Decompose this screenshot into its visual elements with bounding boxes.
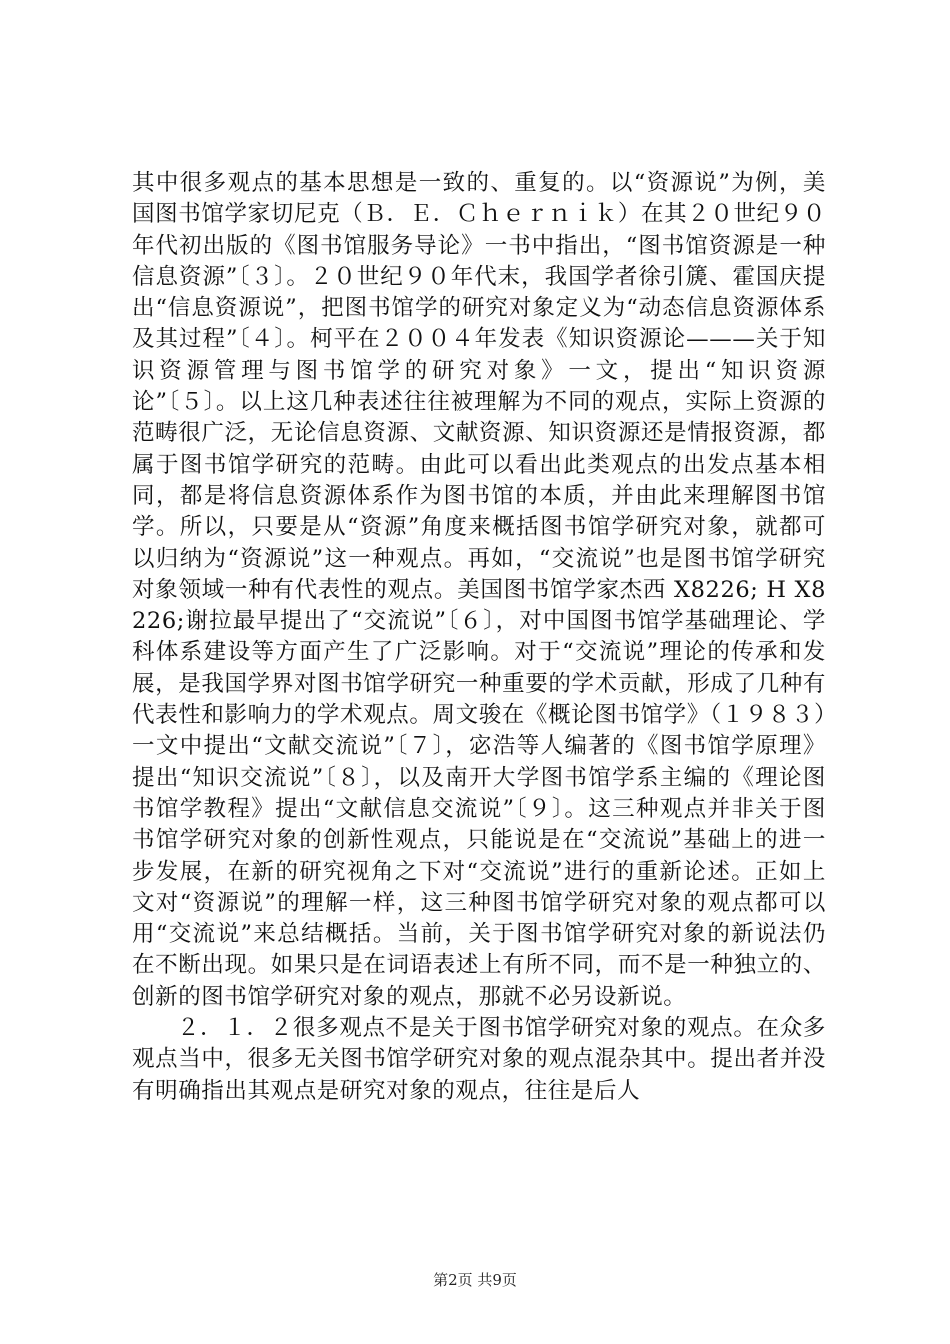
body-text [132,168,826,1107]
page-number-footer: 第2页 共9页 [433,1271,517,1289]
paragraph-main: 其中很多观点的基本思想是一致的、重复的。以“资源说”为例，美国图书馆学家切尼克（Ｂ．Ｅ．Ｃｈｅｒｎｉｋ）在其２０世纪９０年代初出版的《图书馆服务导论》一书中指出，“图书馆资源是一种信息资源”〔３〕。２０世纪９０年代末，我国学者徐引篪、霍国庆提出“信息资源说”，把图书馆学的研究对象定义为“动态信息资源体系及其过程”〔４〕。柯平在２００４年发表《知识资源论———关于知识资源管理与图书馆学的研究对象》一文，提出“知识资源论”〔５〕。以上这几种表述往往被理解为不同的观点，实际上资源的范畴很广泛，无论信息资源、文献资源、知识资源还是情报资源，都属于图书馆学研究的范畴。由此可以看出此类观点的出发点基本相同，都是将信息资源体系作为图书馆的本质，并由此来理解图书馆学。所以，只要是从“资源”角度来概括图书馆学研究对象，就都可以归纳为“资源说”这一种观点。再如，“交流说”也是图书馆学研究对象领域一种有代表性的观点。美国图书馆学家杰西 X8226; H X8226;谢拉最早提出了“交流说”〔６〕，对中国图书馆学基础理论、学科体系建设等方面产生了广泛影响。对于“交流说”理论的传承和发展，是我国学界对图书馆学研究一种重要的学术贡献，形成了几种有代表性和影响力的学术观点。周文骏在《概论图书馆学》（１９８３）一文中提出“文献交流说”〔７〕，宓浩等人编著的《图书馆学原理》提出“知识交流说”〔８〕，以及南开大学图书馆学系主编的《理论图书馆学教程》提出“文献信息交流说”〔９〕。这三种观点并非关于图书馆学研究对象的创新性观点，只能说是在“交流说”基础上的进一步发展，在新的研究视角之下对“交流说”进行的重新论述。正如上文对“资源说”的理解一样，这三种图书馆学研究对象的观点都可以用“交流说”来总结概括。当前，关于图书馆学研究对象的新说法仍在不断出现。如果只是在词语表述上有所不同，而不是一种独立的、创新的图书馆学研究对象的观点，那就不必另设新说。 [132,170,826,1010]
paragraph-section-2-1-2: ２．１．２很多观点不是关于图书馆学研究对象的观点。在众多观点当中，很多无关图书馆学研究对象的观点混杂其中。提出者并没有明确指出其观点是研究对象的观点，往往是后人 [132,1015,826,1104]
